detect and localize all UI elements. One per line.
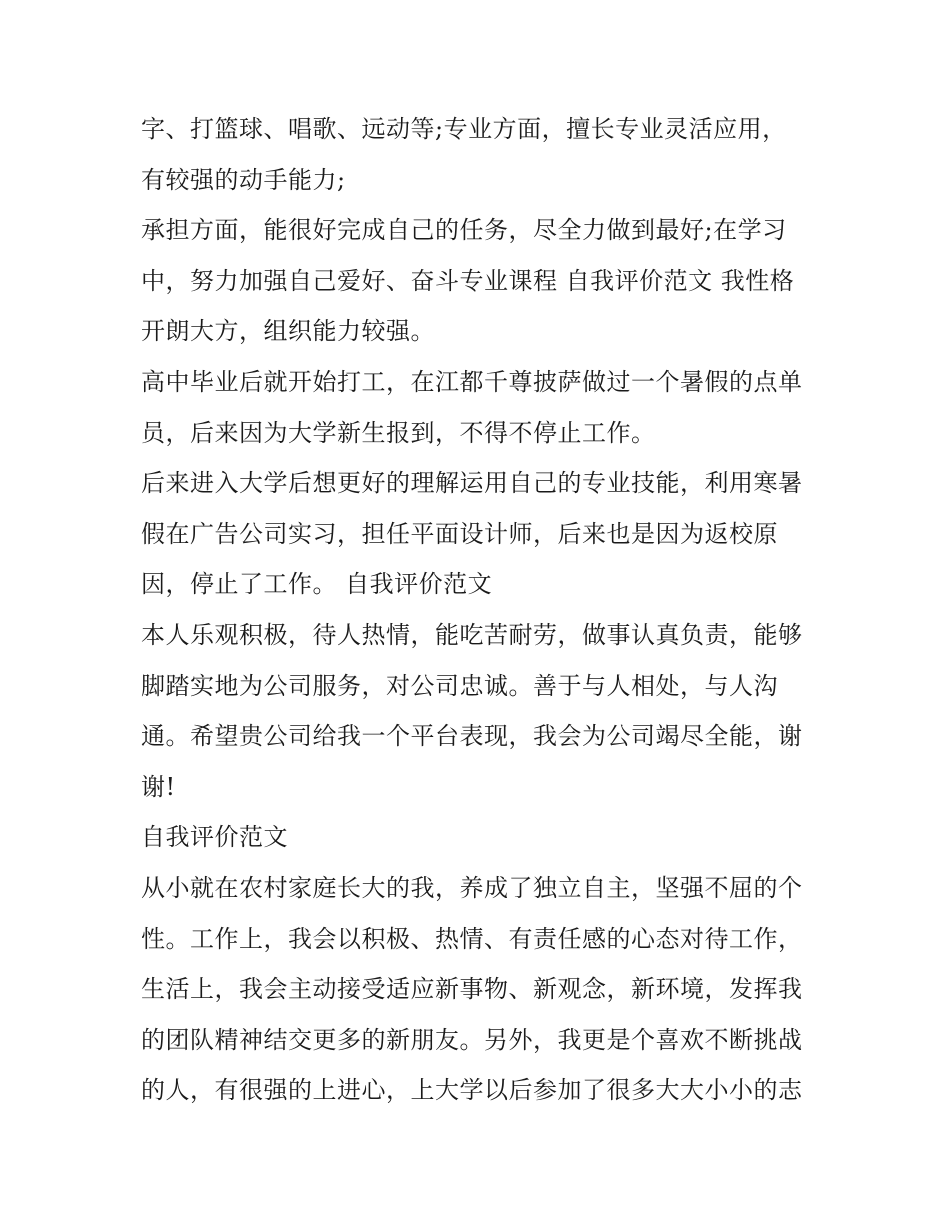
text-line-15: 自我评价范文 xyxy=(141,823,288,852)
text-line-4: 中，努力加强自己爱好、奋斗专业课程 自我评价范文 我性格 xyxy=(141,266,795,295)
text-line-19: 的团队精神结交更多的新朋友。另外，我更是个喜欢不断挑战 xyxy=(141,1025,803,1054)
text-line-9: 假在广告公司实习，担任平面设计师，后来也是因为返校原 xyxy=(141,519,778,548)
text-line-18: 生活上，我会主动接受适应新事物、新观念，新环境，发挥我 xyxy=(141,975,803,1004)
text-line-20: 的人，有很强的上进心，上大学以后参加了很多大大小小的志 xyxy=(141,1076,803,1105)
text-line-3: 承担方面，能很好完成自己的任务，尽全力做到最好;在学习 xyxy=(141,216,787,245)
text-line-1: 字、打篮球、唱歌、远动等;专业方面，擅长专业灵活应用， xyxy=(141,115,787,143)
text-line-5: 开朗大方，组织能力较强。 xyxy=(141,317,435,346)
text-line-10: 因，停止了工作。 自我评价范文 xyxy=(141,570,493,599)
text-line-16: 从小就在农村家庭长大的我，养成了独立自主，坚强不屈的个 xyxy=(141,873,803,902)
text-line-8: 后来进入大学后想更好的理解运用自己的专业技能，利用寒暑 xyxy=(141,469,803,498)
text-line-2: 有较强的动手能力; xyxy=(141,165,346,194)
text-line-7: 员，后来因为大学新生报到，不得不停止工作。 xyxy=(141,418,656,447)
text-line-14: 谢! xyxy=(141,772,176,801)
text-line-17: 性。工作上，我会以积极、热情、有责任感的心态对待工作， xyxy=(141,924,803,953)
text-line-11: 本人乐观积极，待人热情，能吃苦耐劳，做事认真负责，能够 xyxy=(141,620,803,649)
document-body xyxy=(141,104,821,1116)
text-line-6: 高中毕业后就开始打工，在江都千尊披萨做过一个暑假的点单 xyxy=(141,367,803,396)
text-line-12: 脚踏实地为公司服务，对公司忠诚。善于与人相处，与人沟 xyxy=(141,671,778,700)
text-line-13: 通。希望贵公司给我一个平台表现，我会为公司竭尽全能，谢 xyxy=(141,722,803,751)
